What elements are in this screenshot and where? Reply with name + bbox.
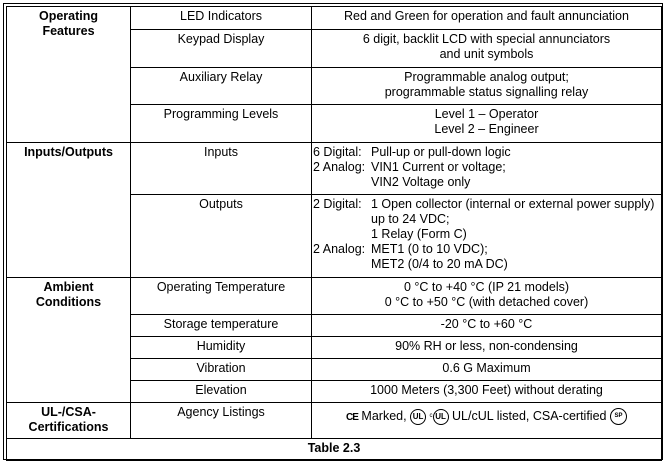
table-row <box>7 143 662 195</box>
feature-value: -20 °C to +60 °C <box>312 315 662 337</box>
feature-value <box>312 403 662 439</box>
feature-value: 90% RH or less, non-condensing <box>312 337 662 359</box>
feature-value: 6 digit, backlit LCD with special annunciators and unit symbols <box>312 30 662 68</box>
feature-label: Elevation <box>131 381 312 403</box>
category-ambient-conditions: Ambient Conditions <box>7 278 131 403</box>
feature-label: LED Indicators <box>131 7 312 30</box>
feature-label: Operating Temperature <box>131 278 312 315</box>
feature-label: Vibration <box>131 359 312 381</box>
category-operating-features: Operating Features <box>7 7 131 143</box>
feature-label: Storage temperature <box>131 315 312 337</box>
feature-label: Keypad Display <box>131 30 312 68</box>
ul-listed-text: UL/cUL listed, CSA-certified <box>452 408 607 423</box>
category-certifications: UL-/CSA- Certifications <box>7 403 131 439</box>
feature-value: Red and Green for operation and fault annunciation <box>312 7 662 30</box>
ce-marked-text: Marked, <box>361 408 407 423</box>
feature-value: 0.6 G Maximum <box>312 359 662 381</box>
feature-label: Programming Levels <box>131 105 312 143</box>
table-row <box>7 278 662 315</box>
feature-value: Programmable analog output; programmable status signalling relay <box>312 68 662 105</box>
feature-value: Level 1 – Operator Level 2 – Engineer <box>312 105 662 143</box>
feature-value: 6 Digital: Pull-up or pull-down logic 2 Analog: VIN1 Current or voltage; VIN2 Voltage only <box>312 143 662 195</box>
feature-value: 2 Digital: 1 Open collector (internal or external power supply) up to 24 VDC; 1 Relay (Form C) 2 Analog: MET1 (0 to 10 VDC); MET2 (0/4 to 20 mA DC) <box>312 195 662 278</box>
ce-mark-icon: CE <box>346 411 358 423</box>
table-row <box>7 439 662 461</box>
cul-listed-icon: UL <box>433 409 449 425</box>
table-caption: Table 2.3 <box>7 439 662 461</box>
spec-table <box>6 6 662 461</box>
feature-label: Humidity <box>131 337 312 359</box>
feature-label: Agency Listings <box>131 403 312 439</box>
ul-listed-icon: UL <box>410 409 426 425</box>
c-prefix: c <box>429 413 433 419</box>
feature-value: 0 °C to +40 °C (IP 21 models) 0 °C to +50 °C (with detached cover) <box>312 278 662 315</box>
table-row <box>7 403 662 439</box>
feature-label: Auxiliary Relay <box>131 68 312 105</box>
feature-label: Outputs <box>131 195 312 278</box>
feature-value: 1000 Meters (3,300 Feet) without derating <box>312 381 662 403</box>
table-row <box>7 7 662 30</box>
category-inputs-outputs: Inputs/Outputs <box>7 143 131 278</box>
feature-label: Inputs <box>131 143 312 195</box>
csa-certified-icon: SP <box>610 408 627 425</box>
